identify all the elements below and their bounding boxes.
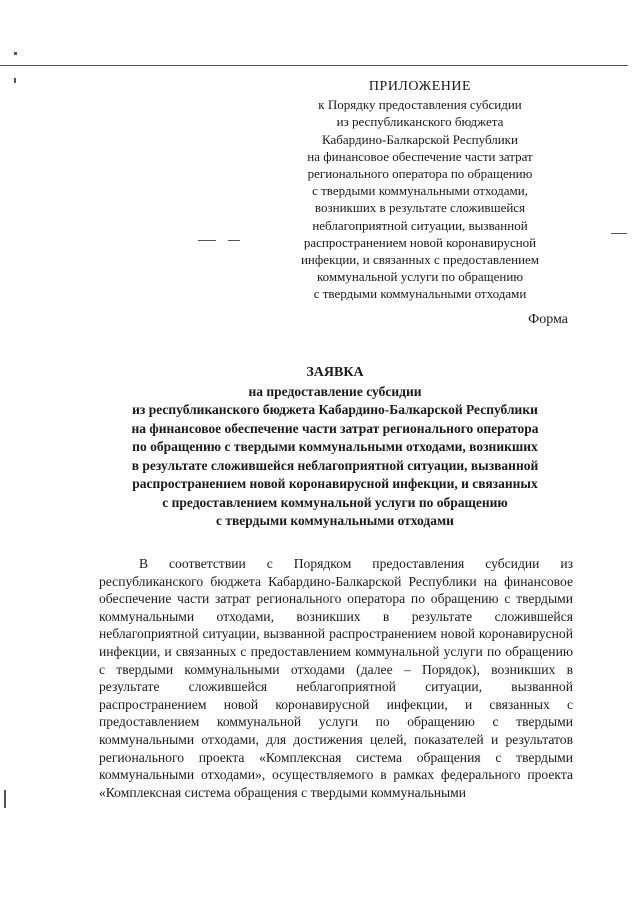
title-line: с твердыми коммунальными отходами [216, 513, 454, 528]
scan-border-line [0, 65, 628, 66]
title-line: в результате сложившейся неблагоприятной ситуации, вызванной [131, 457, 539, 473]
appendix-line: распространением новой коронавирусной [303, 234, 537, 250]
appendix-line: из республиканского бюджета [336, 114, 504, 130]
form-label: Форма [528, 312, 568, 327]
appendix-line: возникших в результате сложившейся [314, 200, 526, 216]
body-paragraph: В соответствии с Порядком предоставления субсидии из республиканского бюджета Кабардино-Балкарской Республики на финансовое обеспечение части затрат регионального оператора по обращению с твердыми коммунальными отходами, возникших в результате сложившейся неблагоприятной ситуации, вызванной распространением новой коронавирусной инфекции, и связанных с предоставлением коммунальной услуги по обращению с твердыми коммунальными отходами (далее – Порядок), возникших в результате сложившейся неблагоприятной ситуации, вызванной распространением новой коронавирусной инфекции, и связанных с предоставлением коммунальной услуги по обращению с твердыми коммунальными отходами, для достижения целей, показателей и результатов регионального проекта «Комплексная система обращения с твердыми коммунальными отходами», осуществляемого в рамках федерального проекта «Комплексная система обращения с твердыми коммунальными [99, 556, 573, 800]
scan-mark [228, 240, 240, 241]
application-title [88, 364, 582, 531]
appendix-block [270, 78, 570, 303]
appendix-line: на финансовое обеспечение части затрат [307, 148, 533, 164]
scan-mark [4, 790, 6, 808]
appendix-line: к Порядку предоставления субсидии [318, 97, 522, 113]
appendix-heading: ПРИЛОЖЕНИЕ [368, 79, 472, 94]
title-line: на финансовое обеспечение части затрат регионального оператора [131, 420, 539, 436]
scan-mark [198, 240, 216, 241]
appendix-line: Кабардино-Балкарской Республики [322, 131, 518, 147]
appendix-line: неблагоприятной ситуации, вызванной [312, 217, 528, 233]
title-line: на предоставление субсидии [248, 383, 422, 399]
title-line: с предоставлением коммунальной услуги по обращению [162, 494, 508, 510]
appendix-line: с твердыми коммунальными отходами [313, 286, 527, 302]
appendix-line: с твердыми коммунальными отходами, [312, 183, 528, 199]
title-line: по обращению с твердыми коммунальными отходами, возникших [132, 439, 538, 454]
title-line: из республиканского бюджета Кабардино-Балкарской Республики [132, 402, 538, 417]
title-line: распространением новой коронавирусной инфекции, и связанных [132, 476, 538, 491]
scan-mark [14, 78, 16, 83]
scan-mark [14, 52, 17, 55]
title-heading: ЗАЯВКА [306, 365, 364, 380]
appendix-line: регионального оператора по обращению [307, 166, 533, 182]
scan-mark [611, 233, 627, 234]
appendix-line: инфекции, и связанных с предоставлением [300, 252, 540, 268]
appendix-line: коммунальной услуги по обращению [316, 269, 524, 285]
